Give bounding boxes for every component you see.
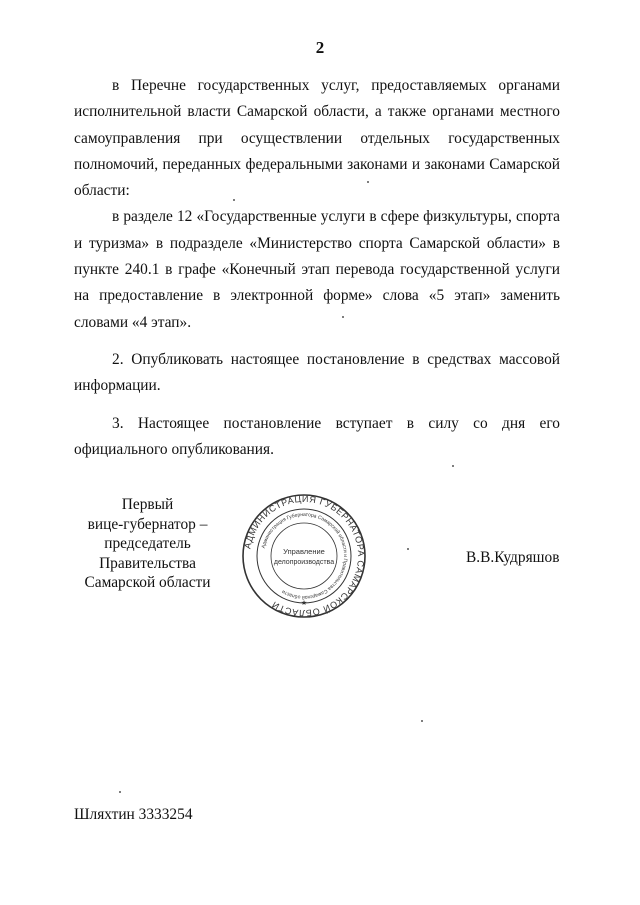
paragraph-effective: 3. Настоящее постановление вступает в силу со дня его официального опубликования. bbox=[74, 414, 560, 458]
official-seal bbox=[241, 493, 367, 619]
seal-center-line: делопроизводства bbox=[273, 559, 335, 566]
executor-info: Шляхтин 3333254 bbox=[74, 806, 193, 823]
scan-speck bbox=[407, 548, 409, 550]
scan-speck bbox=[119, 791, 121, 793]
scan-speck bbox=[342, 316, 344, 318]
document-body bbox=[74, 73, 560, 463]
svg-text:Администрация Губернатора Сама bbox=[261, 512, 348, 601]
signatory-title-line: Первый bbox=[121, 496, 174, 513]
seal-outer-text: АДМИНИСТРАЦИЯ ГУБЕРНАТОРА САМАРСКОЙ ОБЛАСТИ bbox=[242, 493, 367, 619]
scan-speck bbox=[233, 199, 235, 201]
signatory-title-line: вице-губернатор – bbox=[87, 515, 208, 533]
paragraph-section-12: в разделе 12 «Государственные услуги в сфере физкультуры, спорта и туризма» в подразделе «Министерство спорта Самарской области» в пункте 240.1 в графе «Конечный этап перевода государственной услуги на предоставление в электронной форме» слова «5 этап» заменить словами «4 этап». bbox=[74, 208, 560, 331]
signatory-name: В.В.Кудряшов bbox=[466, 549, 560, 566]
scan-speck bbox=[421, 720, 423, 722]
scan-speck bbox=[367, 181, 369, 183]
signatory-title bbox=[60, 495, 235, 593]
paragraph-list-intro: в Перечне государственных услуг, предоставляемых органами исполнительной власти Самарской области, а также органами местного самоуправления при осуществлении отдельных государственных полномочий, переданных федеральными законами и законами Самарской области: bbox=[74, 77, 560, 200]
signatory-title-line: председатель Правительства bbox=[99, 535, 196, 572]
seal-inner-text: Администрация Губернатора Самарской области и Правительства Самарской области bbox=[260, 511, 349, 601]
seal-center-line: Управление bbox=[283, 547, 325, 556]
svg-text:★: ★ bbox=[300, 599, 308, 607]
signatory-title-line: Самарской области bbox=[84, 574, 211, 591]
paragraph-publish: 2. Опубликовать настоящее постановление в средствах массовой информации. bbox=[74, 350, 560, 395]
scan-speck bbox=[452, 465, 454, 467]
page-number: 2 bbox=[315, 38, 325, 57]
